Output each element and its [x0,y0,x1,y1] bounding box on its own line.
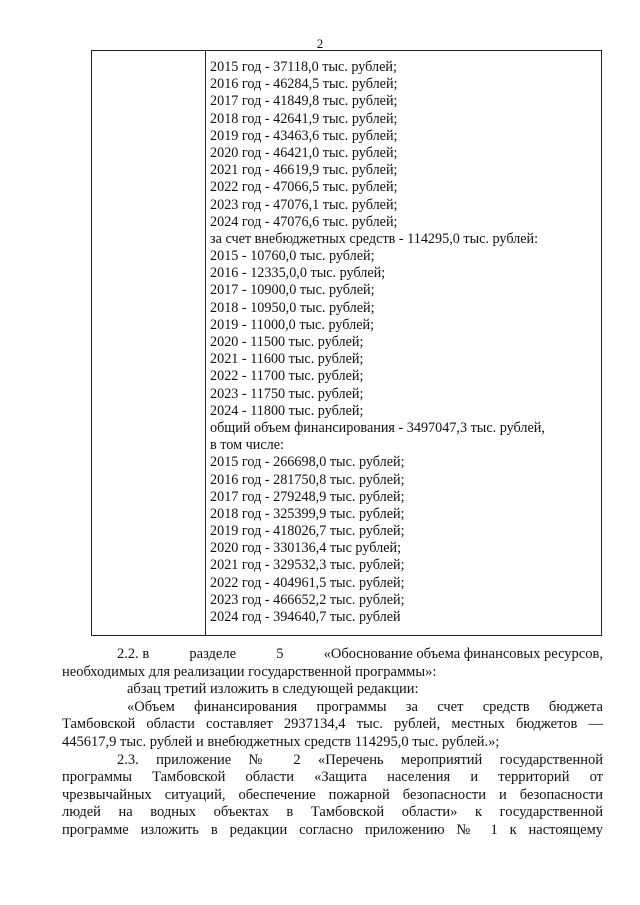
table-line: в том числе: [210,437,284,454]
clause-2-3-line-2: программы Тамбовской области «Защита населения и территорий от [62,769,603,786]
table-line: 2018 год - 42641,9 тыс. рублей; [210,110,398,127]
table-line: 2015 год - 266698,0 тыс. рублей; [210,454,405,471]
table-line: 2021 - 11600 тыс. рублей; [210,351,364,368]
clause-section-number: 5 [276,646,284,662]
table-line: 2024 год - 394640,7 тыс. рублей [210,609,401,625]
table-line: 2019 - 11000,0 тыс. рублей; [210,316,375,333]
table-line: 2020 год - 330136,4 тыс рублей; [210,540,402,557]
table-line: 2017 год - 279248,9 тыс. рублей; [210,488,405,505]
table-line: 2018 год - 325399,9 тыс. рублей; [210,505,405,522]
table-line: 2016 - 12335,0,0 тыс. рублей; [210,265,386,282]
clause-number: 2.2. в [117,646,150,662]
table-line: 2015 год - 37118,0 тыс. рублей; [210,59,397,75]
table-line: 2022 - 11700 тыс. рублей; [210,368,364,385]
table-line: за счет внебюджетных средств - 114295,0 тыс. рублей: [210,230,539,247]
table-line: 2017 - 10900,0 тыс. рублей; [210,282,375,299]
table-line: 2020 год - 46421,0 тыс. рублей; [210,144,398,161]
clause-2-2-line-1 [117,646,603,664]
table-line: 2021 год - 329532,3 тыс. рублей; [210,557,405,574]
page-number: 2 [316,36,324,51]
financing-table [91,50,602,636]
table-line: 2022 год - 404961,5 тыс. рублей; [210,574,405,591]
table-line: 2023 год - 47076,1 тыс. рублей; [210,196,398,213]
table-line: 2019 год - 43463,6 тыс. рублей; [210,127,398,144]
clause-2-2-quote-line-2: Тамбовской области составляет 2937134,4 тыс. рублей, местных бюджетов — [62,716,603,733]
clause-section-title: «Обоснование объема финансовых ресурсов, [323,646,603,662]
table-line: 2022 год - 47066,5 тыс. рублей; [210,179,398,196]
amendment-text [62,646,603,840]
table-line: 2015 - 10760,0 тыс. рублей; [210,248,375,265]
clause-2-3-line-4: людей на водных объектах в Тамбовской области» к государственной [62,804,603,821]
table-line: 2024 год - 47076,6 тыс. рублей; [210,213,398,230]
clause-2-3-line-1: 2.3. приложение № 2 «Перечень мероприятий государственной [117,751,603,768]
clause-2-2-instruction: абзац третий изложить в следующей редакции: [127,681,419,698]
table-line: 2021 год - 46619,9 тыс. рублей; [210,162,398,179]
clause-2-2-quote-line-3: 445617,9 тыс. рублей и внебюджетных средств 114295,0 тыс. рублей.»; [62,733,500,750]
clause-2-3-line-5: программе изложить в редакции согласно приложению № 1 к настоящему [62,821,603,838]
financing-lines [210,59,597,626]
table-column-divider [205,51,206,635]
table-line: 2018 - 10950,0 тыс. рублей; [210,299,375,316]
table-line: 2020 - 11500 тыс. рублей; [210,334,364,350]
table-line: 2019 год - 418026,7 тыс. рублей; [210,523,405,540]
clause-word: разделе [189,646,237,662]
table-line: 2023 - 11750 тыс. рублей; [210,385,364,402]
table-line: 2016 год - 46284,5 тыс. рублей; [210,76,398,93]
table-line: 2024 - 11800 тыс. рублей; [210,402,364,419]
table-line: общий объем финансирования - 3497047,3 тыс. рублей, [210,419,545,436]
clause-2-3-line-3: чрезвычайных ситуаций, обеспечение пожарной безопасности и безопасности [62,786,603,803]
table-line: 2016 год - 281750,8 тыс. рублей; [210,471,405,488]
clause-2-2-line-2: необходимых для реализации государственной программы»: [62,663,437,680]
clause-2-2-quote-line-1: «Объем финансирования программы за счет средств бюджета [127,698,603,715]
table-line: 2017 год - 41849,8 тыс. рублей; [210,93,398,110]
table-line: 2023 год - 466652,2 тыс. рублей; [210,591,405,608]
